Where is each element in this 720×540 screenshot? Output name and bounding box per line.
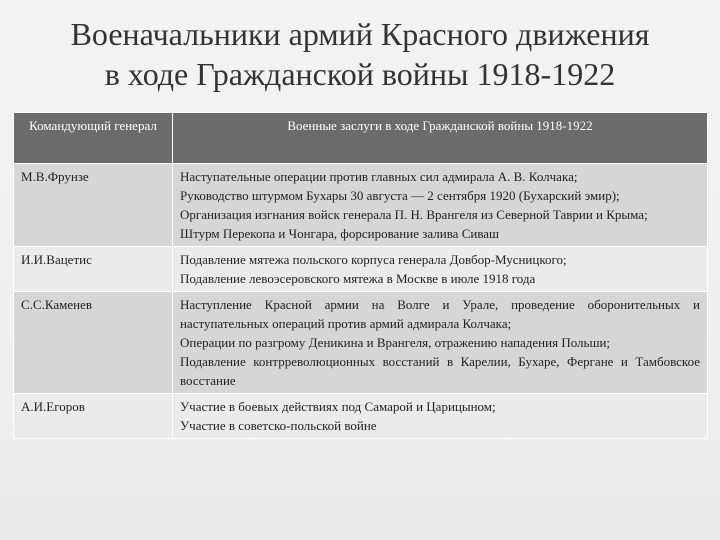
merits-cell <box>172 292 707 394</box>
commander-name: М.В.Фрунзе <box>14 164 173 247</box>
merit-item: Подавление мятежа польского корпуса генерала Довбор-Мусницкого; <box>179 252 567 267</box>
merits-cell <box>172 394 707 439</box>
commander-name: И.И.Вацетис <box>14 247 173 292</box>
merit-item: Участие в боевых действиях под Самарой и Царицыном; <box>179 399 496 414</box>
merit-item: Наступление Красной армии на Волге и Урале, проведение оборонительных и наступательных операций против армий адмирала Колчака; <box>179 297 700 331</box>
page-title <box>0 14 720 94</box>
merits-cell <box>172 247 707 292</box>
table-row <box>14 292 708 394</box>
table-header-row <box>14 113 708 164</box>
merit-item: Штурм Перекопа и Чонгара, форсирование залива Сиваш <box>179 226 500 241</box>
merits-cell <box>172 164 707 247</box>
commander-name: С.С.Каменев <box>14 292 173 394</box>
commander-name: А.И.Егоров <box>14 394 173 439</box>
merit-item: Наступательные операции против главных сил адмирала А. В. Колчака; <box>179 169 578 184</box>
title-line-2: в ходе Гражданской войны 1918-1922 <box>104 56 616 92</box>
commanders-table <box>13 112 708 439</box>
merit-item: Подавление контрреволюционных восстаний в Карелии, Бухаре, Фергане и Тамбовское восстание <box>179 354 700 388</box>
merit-item: Участие в советско-польской войне <box>179 418 377 433</box>
merit-item: Подавление левоэсеровского мятежа в Москве в июле 1918 года <box>179 271 536 286</box>
table-row <box>14 247 708 292</box>
merit-item: Операции по разгрому Деникина и Врангеля, отражению нападения Польши; <box>179 335 611 350</box>
header-commander: Командующий генерал <box>14 113 173 164</box>
merit-item: Руководство штурмом Бухары 30 августа — 2 сентября 1920 (Бухарский эмир); <box>179 188 620 203</box>
table-row <box>14 394 708 439</box>
header-merits: Военные заслуги в ходе Гражданской войны 1918-1922 <box>172 113 707 164</box>
merit-item: Организация изгнания войск генерала П. Н. Врангеля из Северной Таврии и Крыма; <box>179 207 648 222</box>
table-row <box>14 164 708 247</box>
title-line-1: Военачальники армий Красного движения <box>70 16 650 52</box>
